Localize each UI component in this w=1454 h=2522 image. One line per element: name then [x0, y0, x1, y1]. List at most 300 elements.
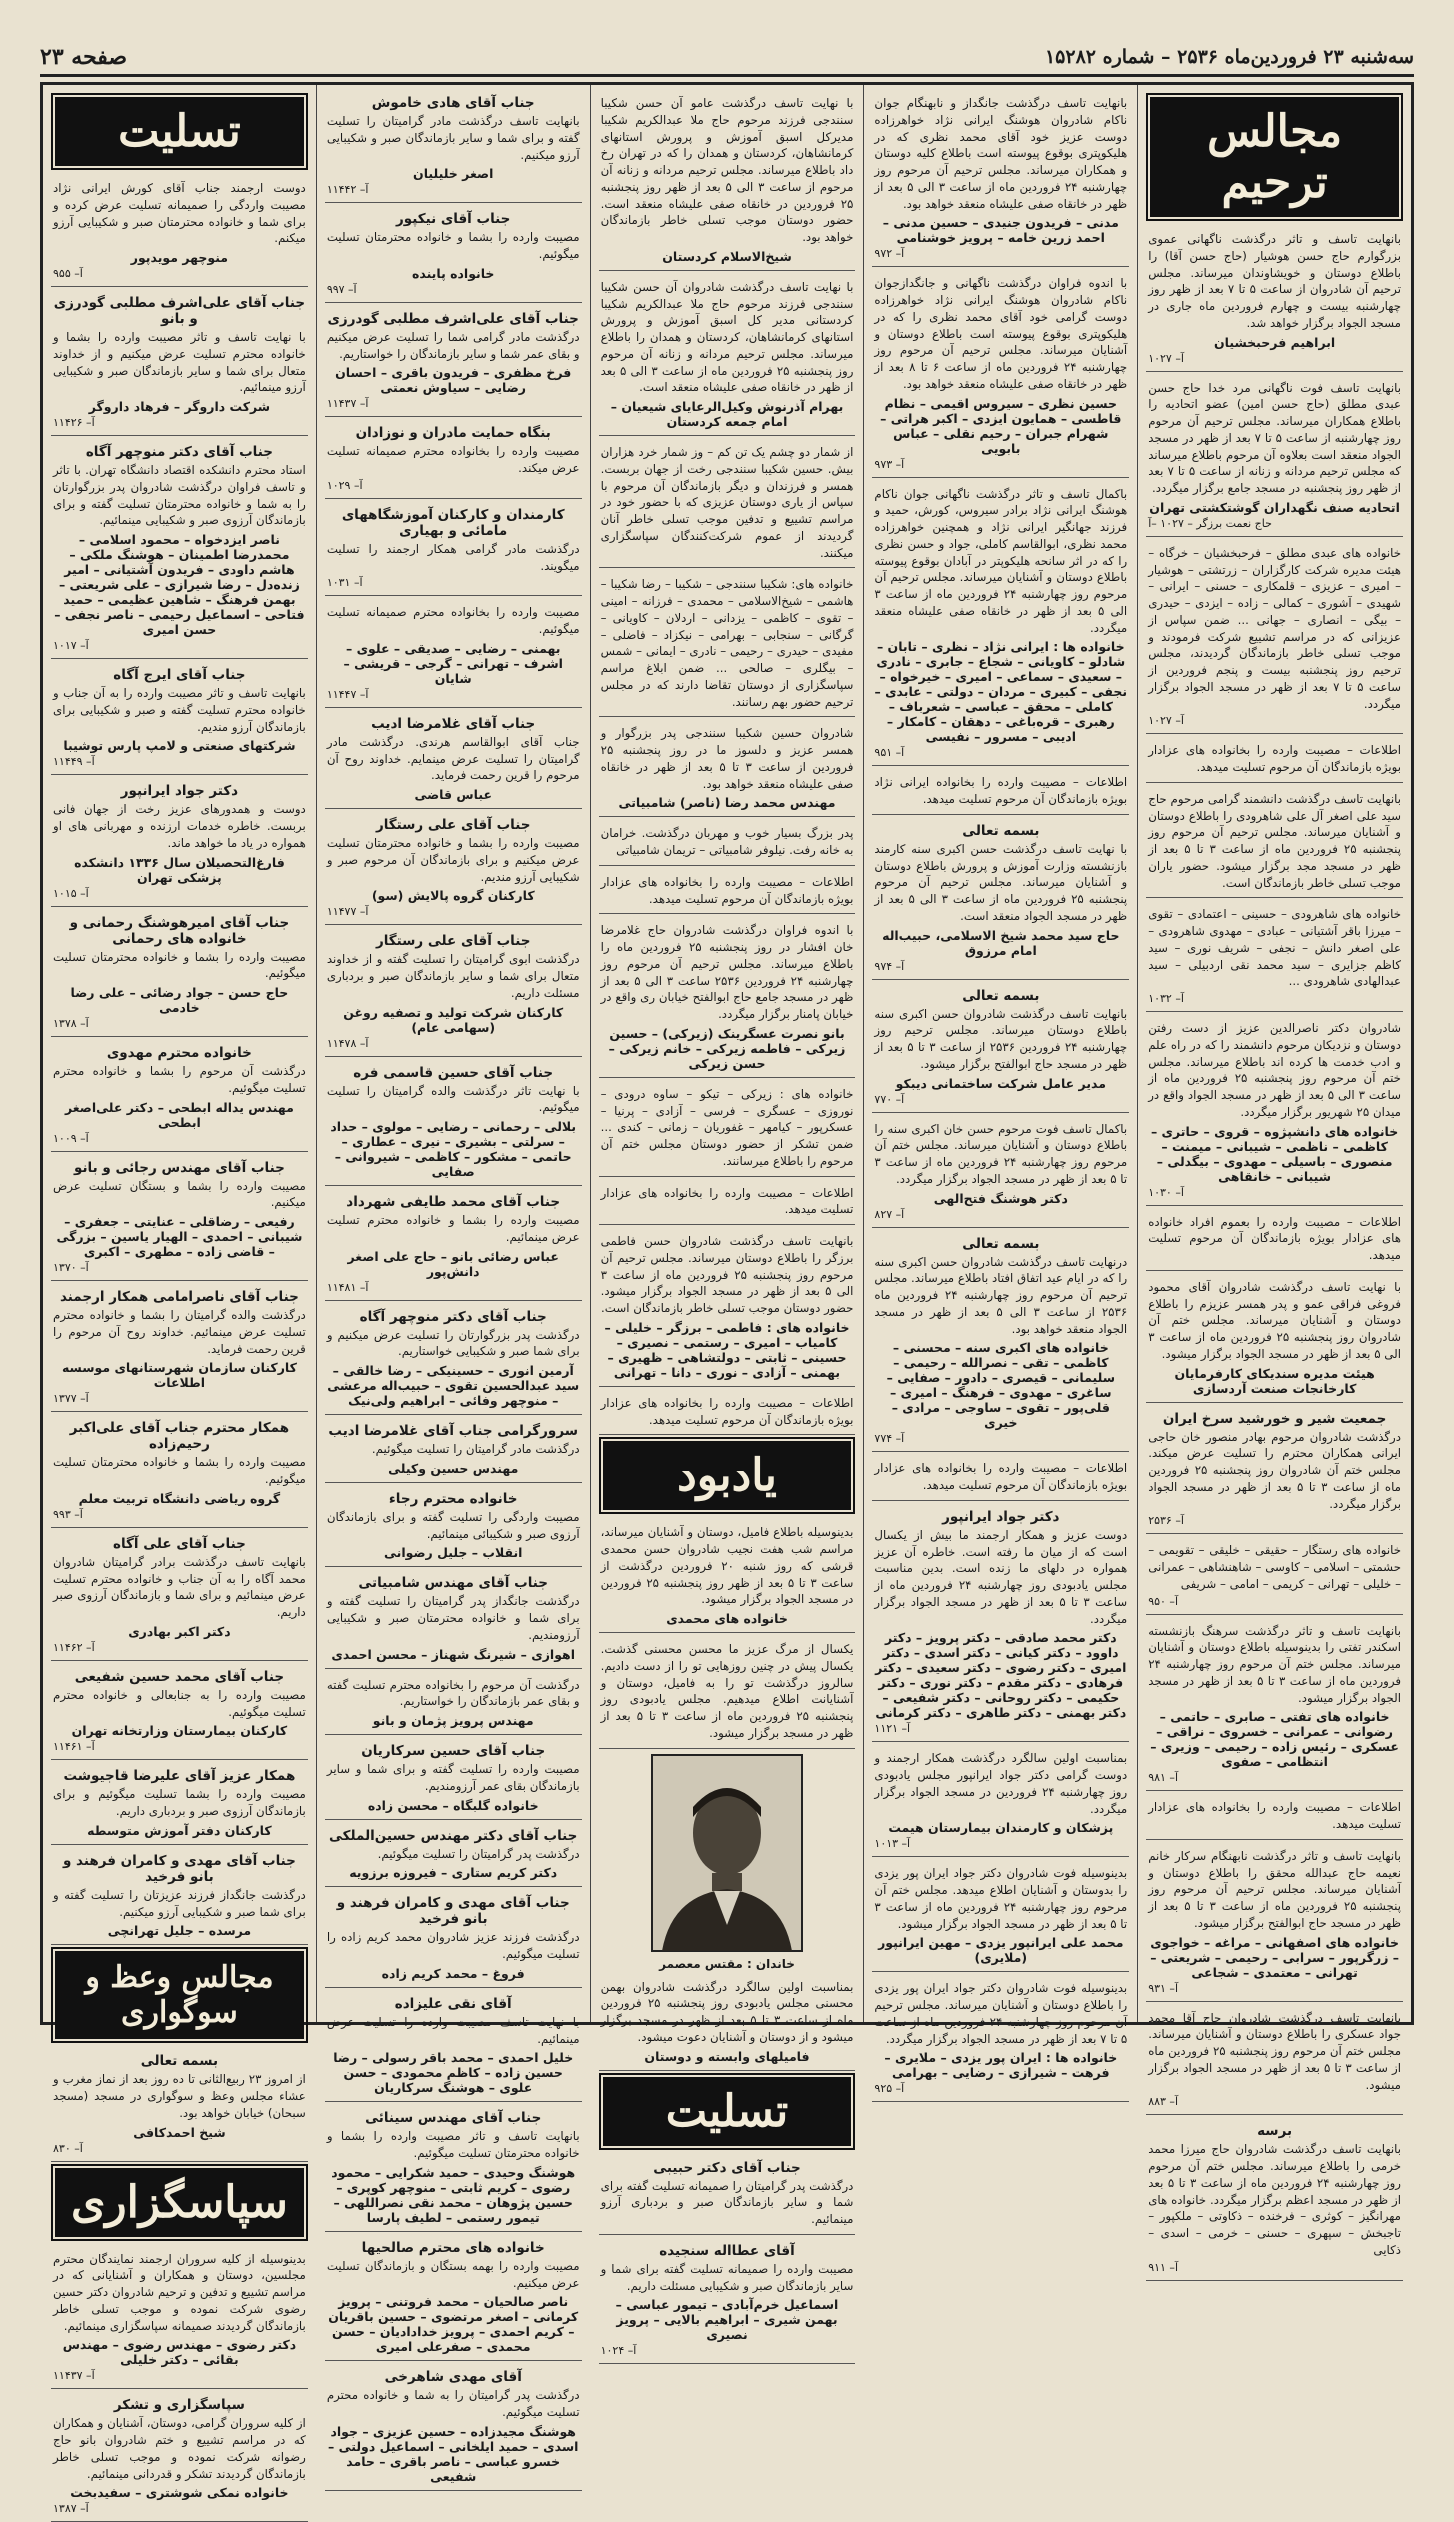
notice-signature: فروغ – محمد کریم زاده — [381, 1965, 525, 1981]
notice — [599, 440, 856, 568]
notice-code: ۷۷۰ –آ — [874, 1092, 905, 1106]
notice — [325, 1571, 582, 1668]
portrait-photo — [652, 1755, 802, 1951]
notice-signature: خانواده ها : ایران پور یزدی – ملایری – فرهت – شیرازی – رضایی – بهرامی — [884, 2050, 1118, 2081]
banner-sepasgozari: سپاسگزاری — [55, 2168, 304, 2237]
notice-code: ۹۹۳ –آ — [53, 1507, 83, 1521]
notice — [325, 421, 582, 499]
notice-signature: عباس قاضی — [414, 787, 492, 802]
notice-signature: آرمین انوری – حسینیکی – رضا خالقی – سید عبدالحسین تقوی – حبیب‌اله مرعشی – منوچهر وفائی – ابراهیم ولی‌نیک — [327, 1363, 580, 1408]
notice-body: با نهایت تاسف درگذشت حسن اکبری سنه کارمند بازنشسته وزارت آموزش و پرورش باطلاع دوستان و آشنایان میرساند. مجلس ترحیم آن مرحوم پنجشنبه ۲۵ فروردین ماه از ساعت ۳ الی ۵ بعد از ظهر در مسجد الجواد منعقد است. — [874, 841, 1128, 923]
notice-code: ۱۳۷۷ –آ — [53, 1392, 89, 1406]
notice-body: درگذشت مادر گرامیتان را تسلیت میگوئیم. — [371, 1442, 580, 1456]
notice-code: ۸۸۳ –آ — [1148, 2095, 1178, 2109]
notice — [599, 91, 856, 271]
notice-title: جناب آقای نیکپور — [396, 211, 511, 228]
notice-signature: اسماعیل خرم‌آبادی – تیمور عباسی – بهمن شیری – ابراهیم بالایی – پرویز نصیری — [615, 2297, 839, 2343]
notice-signature: خانواده های دانشپژوه – قروی – حاتری – کاظمی – ناظمی – شیبانی – میمنت – منصوری – باسیلی – مهدوی – بیگدلی – شیبانی – خانقاهی — [1150, 1123, 1399, 1184]
notice — [51, 1285, 308, 1412]
notice-signature: عباس رضائی بانو – حاج علی اصغر دانش‌پور — [347, 1248, 559, 1279]
notice-body: مصیبت وارده را بشما و بستگان تسلیت عرض میکنیم. — [53, 1178, 306, 1210]
notice — [599, 2156, 856, 2235]
notice-body: درگذشت جانگداز پدر گرامیتان را تسلیت گفته و برای شما و خانواده محترمتان صبر و شکیبایی آرزومندیم. — [326, 1594, 580, 1642]
notice — [1146, 227, 1403, 372]
notice-body: باکمال تاسف فوت مرحوم حسن خان اکبری سنه را باطلاع دوستان و آشنایان میرساند. مجلس ختم آن مرحوم روز چهارشنبه ۲۴ فروردین ماه از ساعت ۳ تا ۵ بعد از ظهر در مسجد الجواد برگزار میگردد. — [874, 1121, 1128, 1186]
notice-title: جناب آقای دکتر حبیبی — [653, 2159, 801, 2176]
notice — [325, 1739, 582, 1820]
notice-body: خانواده های: شکیبا سنندجی – شکیبا – رضا شکیبا – هاشمی – شیخ‌الاسلامی – محمدی – فرزانه – امینی – تقوی – کاظمی – یزدانی – اردلان – کاویانی – گرگانی – سنجابی – بهرامی – نیکزاد – فاضلی – مفیدی – حیدری – رحیمی – نادری – ایمانی – شمس – بیگلری – صالحی ... ضمن ابلاغ مراسم سپاسگزاری از دوستان تقاضا دارند که در مجلس ترحیم حضور بهم رسانند. — [600, 577, 854, 709]
notice-title: جناب آقای دکتر مهندس حسین‌الملکی — [329, 1827, 578, 1844]
notice-signature: انقلاب – جلیل رضوانی — [383, 1545, 523, 1561]
notice-title: آقای نقی علیزاده — [394, 1995, 512, 2012]
notice-body: بدینوسیله باطلاع فامیل، دوستان و آشنایان میرساند، مراسم شب هفت نجیب شادروان حسن محمدی قرشی که روز شنبه ۲۰ فروردین درگذشت از ساعت ۳ تا ۵ بعد از ظهر روز پنجشنبه ۲۵ فروردین در مسجد الجواد برگزار میشود. — [600, 1525, 854, 1607]
notice-code: ۱۱۴۷۸ –آ — [326, 1036, 369, 1050]
notice-code: ۱۳۷۰ –آ — [53, 1261, 89, 1274]
notice — [1146, 1275, 1403, 1403]
notice-title: جناب آقای مهندس رجائی و بانو — [73, 1159, 285, 1176]
notice-code: ۹۵۵ –آ — [53, 267, 83, 280]
page-number: صفحه ۲۳ — [40, 44, 128, 70]
notice-title: جناب آقای هادی خاموش — [371, 95, 535, 111]
notice-title: بسمه تعالی — [962, 822, 1040, 839]
notice-code: ۱۱۴۴۹ –آ — [53, 755, 95, 769]
notice — [1146, 902, 1403, 1012]
notice-code: ۱۱۴۳۷ –آ — [53, 2369, 95, 2383]
notice-signature: دکتر هوشنگ فتح‌الهی — [933, 1190, 1068, 1206]
notice-body: با نهایت تاسف مصیبت وارده را تسلیت عرض مینمائیم. — [326, 2014, 580, 2046]
notice — [599, 1082, 856, 1177]
notice-body: اطلاعات – مصیبت وارده را بخانواده ایرانی نژاد بویژه بازماندگان آن مرحوم تسلیت میدهد. — [874, 775, 1128, 806]
notice-title: کارمندان و کارکنان آموزشگاههای مامائی و بهیاری — [341, 506, 565, 539]
notice-body: اطلاعات – مصیبت وارده را بخانواده های عزادار بویژه بازماندگان آن مرحوم تسلیت میدهد. — [874, 1461, 1128, 1492]
notice-signature: دکتر اکبر بهادری — [128, 1623, 231, 1639]
notice-signature: مدنی – فریدون جنیدی – حسین مدنی – احمد زرین خامه – پرویز خوشنامی — [882, 215, 1119, 246]
notice-code: ۱۰۲۹ –آ — [326, 478, 363, 492]
notice — [51, 440, 308, 659]
notice-body: از کلیه سروران گرامی، دوستان، آشنایان و همکاران که در مراسم تشییع و ختم شادروان بانو حاج رضوانه شرکت نموده و موجب تسلی خاطر بازماندگان گردیدند تشکر و قدردانی مینمائیم. — [53, 2416, 306, 2481]
notice-signature: کارکنان سازمان شهرستانهای موسسه اطلاعات — [61, 1360, 297, 1391]
notice-code: ۸۲۷ –آ — [874, 1207, 905, 1221]
notice-signature: ناصر ایزدخواه – محمود اسلامی – محمدرضا اطمینان – هوشنگ ملکی – هاشم داودی – فریدون آشتیانی – امیر زنده‌دل – رضا شیرازی – علی شریعتی – بهمن فرهنگ – شاهین عظیمی – حمید فتاحی – اسماعیل رحیمی – ناصر نجفی – حسن امیری — [54, 532, 305, 637]
notice-body: پدر بزرگ بسیار خوب و مهربان درگذشت. خرامان به خانه رفت. نیلوفر شامبیاتی – تریمان شامبیاتی — [600, 826, 854, 857]
notice-signature: مهندس حسین وکیلی — [388, 1460, 519, 1476]
notice — [1146, 738, 1403, 783]
notice-code: ۱۱۴۸۱ –آ — [326, 1280, 369, 1294]
notice-title: برسه — [1257, 2123, 1293, 2140]
notice — [325, 2236, 582, 2362]
notice-body: با نهایت تاسف و تاثر مصیبت وارده را بشما و خانواده محترم تسلیت عرض میکنیم و از خداوند متعال برای شما و سایر بازماندگان صبر و شکیبایی آرزو مینمائیم. — [53, 330, 306, 395]
notice-body: درگذشت پدر گرامیتان را به شما و خانواده محترم تسلیت میگوئیم. — [326, 2388, 580, 2419]
notice — [51, 663, 308, 775]
notice — [599, 1520, 856, 1633]
notice — [599, 1181, 856, 1226]
notice-body: مصیبت وارده را بخانواده محترم صمیمانه تسلیت میگوئیم. — [326, 605, 580, 636]
notice-code: ۱۱۴۴۲ –آ — [326, 183, 369, 197]
notice-code: ۸۳۰ –آ — [53, 2141, 83, 2155]
notice-body: مصیبت وارده را بشما و خانواده محترمتان تسلیت میگوئیم. — [326, 230, 580, 261]
notice-signature: هیئت مدیره سندیکای کارفرمایان کارخانجات صنعت آردسازی — [1174, 1365, 1375, 1396]
notice-body: باکمال تاسف و تاثر درگذشت ناگهانی جوان ناکام هوشنگ ایرانی نژاد برادر سیروس، کورش، حمید و فرزند جهانگیر ایرانی نژاد و همچنین خواهرزاده محمد نظری، ابوالقاسم کاملی، جواد و حسن نظری را که در اثر سانحه هلیکوپتر در آبادان بوقوع پیوسته باطلاع دوستان و آشنایان میرساند. مجلس ترحیم آن مرحوم روز چهارشنبه ۲۴ فروردین ماه از ساعت ۳ الی ۵ بعد از ظهر در خانقاه صفی علیشاه منعقد میگردد. — [874, 486, 1128, 635]
notice-signature: فرخ مظفری – فریدون باقری – احسان رضایی – سیاوش نعمتی — [335, 365, 572, 396]
notice — [1146, 541, 1403, 735]
notice-title: خانواده محترم مهدوی — [106, 1045, 252, 1061]
notice-body: با نهایت تاسف درگذشت شادروان آقای محمود فروغی فراقی عمو و پدر همسر عزیزم را باطلاع دوستان و آشنایان میرساند. مجلس ختم آن شادروان روز پنجشنبه ۲۵ فروردین ماه از ساعت ۳ الی ۵ بعد از ظهر در مسجد الجواد برگزار میشود. — [1148, 1279, 1401, 1361]
notice-body: مصیبت وارده را بشما تسلیت میگوئیم و برای بازماندگان آرزوی صبر و بردباری داریم. — [53, 1787, 306, 1818]
notice-code: ۹۱۱ –آ — [1148, 2260, 1178, 2274]
notice-signature: مهندس یداله ابطحی – دکتر علی‌اصغر ابطحی — [64, 1099, 294, 1130]
banner-majales-tarhim: مجالس ترحیم — [1150, 97, 1399, 217]
notice-body: دوست عزیز و همکار ارجمند ما بیش از یکسال است که از میان ما رفته است. خاطره آن عزیز همواره در دلهای ما زنده است. بدین مناسبت مجلس یادبودی روز چهارشنبه ۲۴ فروردین ماه از ساعت ۳ تا ۵ بعد از ظهر در مسجد الجواد برگزار میگردد. — [874, 1527, 1128, 1626]
notice-body: خانواده های رستگار – حقیقی – خلیقی – تقویمی – حشمتی – اسلامی – کاوسی – شاهنشاهی – عمرانی – خلیلی – تهرانی – کریمی – امامی – شریفی — [1148, 1543, 1401, 1591]
notice-code: ۷۷۴ –آ — [874, 1432, 905, 1446]
notice-code: ۱۰۱۳ –آ — [874, 1837, 911, 1851]
notice-body: از شمار دو چشم یک تن کم – وز شمار خرد هزاران بیش. حسین شکیبا سنندجی رخت از جهان بربست. همسر و فرزندان و دیگر بازماندگان آن مرحوم با سپاس از یاری دوستان عزیزی که با حضور خود در مراسم تشییع و تدفین موجب تسلی خاطر آنان گردیدند از عموم شرکت‌کنندگان سپاسگزاری میکنند. — [600, 445, 854, 560]
page-header — [40, 40, 1414, 77]
notice-signature: منوچهر مویدپور — [130, 250, 229, 265]
notice-body: مصیبت واردگی را تسلیت گفته و برای بازماندگان آرزوی صبر و شکیبائی مینمائیم. — [326, 1509, 580, 1541]
notice-signature: فامیلهای وابسته و دوستان — [644, 2048, 810, 2064]
notice-title: جناب آقای علی رستگار — [375, 933, 531, 950]
notice-signature: خانواده های تفتی – صابری – حاتمی – رضوانی – عمرانی – خسروی – نراقی – عسکری – رئیس زاده – رحیمی – وزیری – انتظامی – صفوی — [1150, 1709, 1399, 1770]
notice-code: ۱۱۴۶۲ –آ — [53, 1640, 95, 1654]
notice — [872, 1117, 1129, 1228]
notice — [599, 1637, 856, 1749]
notice-code: ۱۳۸۷ –آ — [53, 2502, 89, 2516]
notice-code: ۱۰۱۵ –آ — [53, 886, 89, 900]
notice-signature: بهرام آذرنوش وکیل‌الرعایای شیعیان – امام جمعه کردستان — [610, 399, 844, 429]
notice-code: ۱۰۳۱ –آ — [326, 576, 363, 590]
notice — [51, 291, 308, 436]
notice-body: بانهایت تاسف درگذشت دانشمند گرامی مرحوم حاج سید علی اصغر آل علی شاهرودی را باطلاع دوستان و آشنایان میرساند. مجلس ترحیم آن مرحوم روز پنجشنبه ۲۵ فروردین ماه از ساعت ۳ تا ۵ بعد از ظهر در مسجد مجد برگزار میشود. حضور یاران موجب تسلی خاطر بازماندگان است. — [1148, 791, 1401, 890]
notice — [1146, 2006, 1403, 2116]
notice-signature: محمد علی ایرانپور یزدی – مهین ایرانپور (ملایری) — [878, 1935, 1124, 1966]
notice-signature: رفیعی – رضاقلی – عنایتی – جعفری – شیبانی – احمدی – الهیار یاسین – بزرگی – قاضی زاده – مطهری – اکبری — [56, 1214, 303, 1259]
notice-signature: خانواده های محمدی — [666, 1611, 788, 1626]
notice-signature: کارکنان شرکت تولید و تصفیه روغن (سهامی عام) — [343, 1004, 564, 1035]
notice — [325, 813, 582, 925]
notice — [1146, 1795, 1403, 1840]
notice — [325, 1891, 582, 1988]
notice-title: جناب آقای ایرج آگاه — [113, 667, 246, 683]
notice-title: جناب آقای مهدی و کامران فرهند و بانو فرخید — [62, 1852, 296, 1885]
notice-title: جناب آقای حسین قاسمی فره — [353, 1064, 554, 1081]
notice-body: دوست و همدورهای عزیز رخت از جهان فانی بربست. خاطره خدمات ارزنده و مهربانی های او همواره در یاد ما خواهد ماند. — [53, 802, 306, 850]
notice — [51, 1041, 308, 1152]
notice-title: جناب آقای علی‌اشرف مطلبی گودرزی — [327, 310, 579, 327]
notice-title: بسمه تعالی — [962, 1235, 1040, 1252]
notice — [325, 1061, 582, 1187]
notice-title: بنگاه حمایت مادران و نوزادان — [355, 425, 551, 442]
notice-code: ۹۵۰ –آ — [1148, 1594, 1178, 1608]
notice-title: سپاسگزاری و تشکر — [113, 2397, 245, 2414]
notice — [51, 911, 308, 1038]
notice — [51, 1416, 308, 1528]
notice — [1146, 376, 1403, 537]
notice-code: ۱۰۳۰ –آ — [1148, 1185, 1184, 1199]
notice-body: اطلاعات – مصیبت وارده را بعموم افراد خانواده های عزادار بویژه بازماندگان آن مرحوم تسلیت میدهد. — [1148, 1214, 1401, 1262]
notice-signature: خانواده نمکی شوشتری – سفیدبخت — [70, 2485, 289, 2501]
banner-tasliyat: تسلیت — [55, 97, 304, 166]
notice-body: بانهایت تاسف و تاثر درگذشت نابهنگام سرکار خانم نعیمه حاج عبدالله محقق را باطلاع دوستان و آشنایان میرساند. مجلس ترحیم آن مرحوم روز پنجشنبه ۲۵ فروردین ماه از ساعت ۳ تا ۵ بعد از ظهر در مسجد حاج ابوالفتح برگزار میشود. — [1148, 1848, 1401, 1930]
notice-code: ۱۰۳۲ –آ — [1148, 992, 1184, 1005]
notice — [51, 1665, 308, 1761]
notice-body: با اندوه فراوان درگذشت شادروان حاج غلامرضا خان افشار در روز پنجشنبه ۲۵ فروردین ماه را باطلاع میرساند. مجلس ترحیم آن مرحوم روز چهارشنبه ۲۴ فروردین ۲۵۳۶ ساعت ۳ الی ۵ بعد از ظهر در مسجد جامع حاج ابوالفتح خیابان ری واقع در خیابان پامنار برگزار میگردد. — [600, 923, 854, 1021]
notice-signature: دکتر کریم ستاری – فیروزه برزویه — [349, 1865, 558, 1881]
notice-title: آقای عطااله سنجیده — [659, 2242, 795, 2259]
notice-code: ۱۰۲۷ –آ — [1148, 714, 1184, 728]
notice-code: ۹۷۲ –آ — [874, 247, 905, 261]
notice-title: جناب آقای محمد حسین شفیعی — [74, 1668, 285, 1685]
notice — [599, 1391, 856, 1436]
notice-signature: کارکنان بیمارستان وزارتخانه تهران — [71, 1723, 288, 1739]
notice-body: بدینوسیله فوت شادروان دکتر جواد ایران پور یزدی را بدوستان و آشنایان اطلاع میدهد. مجلس ختم آن مرحوم روز چهارشنبه ۲۴ فروردین ماه از ساعت ۳ تا ۵ بعد از ظهر در مسجد الجواد برگزار میشود. — [874, 1866, 1128, 1931]
notice-title: همکار محترم جناب آقای علی‌اکبر رحیم‌زاده — [69, 1420, 290, 1453]
notice-signature: هوشنگ مجیدزاده – حسین عزیزی – جواد اسدی – حمید ایلخانی – اسماعیل دولتی – خسرو عباسی – ناصر باقری – حامد شفیعی — [328, 2423, 579, 2484]
column-1 — [1137, 85, 1411, 2274]
notice-body: درگذشت آن مرحوم را بشما و خانواده محترم تسلیت میگوئیم. — [53, 1064, 306, 1095]
notice-signature: خانواده های اصفهانی – مراغه – خواجوی – زرگرپور – سرابی – رحیمی – شریعتی – تهرانی – معتمدی – شجاعی — [1150, 1934, 1400, 1980]
notice-signature: حاج سید محمد شیخ الاسلامی، حبیب‌اله امام مرزوق — [882, 927, 1120, 958]
notice-body: درگذشت پدر گرامیتان را صمیمانه تسلیت گفته برای شما و سایر بازماندگان صبر و بردباری آرزو مینمائیم. — [600, 2178, 854, 2226]
notice-signature: حسین نظری – سیروس اقیمی – نظام قاطسی – همایون ایزدی – اکبر هراتی – شهرام جبران – رحیم نقلی – عباس بابویی — [880, 395, 1122, 456]
issue-date-line: سه‌شنبه ۲۳ فروردین‌ماه ۲۵۳۶ – شماره ۱۵۲۸۲ — [1044, 46, 1414, 68]
notice-body: بانهایت تاسف درگذشت برادر گرامیتان شادروان محمد آگاه را به آن جناب و خانواده محترم تسلیت عرض مینمائیم و برای شما و بازماندگان آرزوی صبر داریم. — [53, 1554, 306, 1619]
notice-signature: بهمنی – رضایی – صدیقی – علوی – اشرف – تهرانی – گرجی – قریشی – شایان — [343, 640, 563, 686]
notice-body: خانواده های عبدی مطلق – فرحبخشیان – خرگاه – هیئت مدیره شرکت کارگزاران – زرتشتی – هوشیار – امیری – عزیزی – قلمکاری – حسنی – ایرانی – شهیدی – آشوری – کمالی – زاده – ایزدی – حیدری – بیگی – انصاری – جهانی ... ضمن سپاس از عزیزانی که در مراسم تشییع شرکت فرمودند و موجب تسلی خاطر بازماندگان گردیدند، مجلس ترحیم روز پنجشنبه بیست و پنجم فروردین از ساعت ۵ تا ۷ بعد از ظهر در مسجد الجواد برگزار میگردد. — [1148, 545, 1401, 711]
notice — [51, 1156, 308, 1282]
notice — [325, 1673, 582, 1736]
notice — [872, 91, 1129, 267]
notice-body: با نهایت تاسف درگذشت عامو آن حسن شکیبا سنندجی فرزند مرحوم حاج ملا عبدالکریم شکیبا مدیرکل اسبق آموزش و پرورش استانهای کرمانشاهان، کردستان و همدان را که در تهران رخ داد باطلاع میرساند. مجلس ترحیم مردانه و زنانه آن مرحوم از ساعت ۳ الی ۵ بعد از ظهر روز پنجشنبه ۲۵ فروردین در خانقاه صفی علیشاه منعقد است. حضور دوستان موجب تسلی خاطر بازماندگان خواهد بود. — [600, 96, 854, 244]
notice-code: ۱۱۴۲۶ –آ — [53, 416, 95, 429]
notice — [325, 1824, 582, 1888]
notice-body: خانواده های شاهرودی – حسینی – اعتمادی – تقوی – میرزا باقر آشتیانی – عبادی – مهدوی شاهرودی – علی اصغر دانش – نجفی – شریف نوری – سید کاظم جزایری – سید محمد نقی اردبیلی – سید عبدالهادی شاهرودی ... — [1148, 907, 1401, 989]
notice-body: بانهایت تاسف درگذشت جانگداز و نابهنگام جوان ناکام شادروان هوشنگ ایرانی نژاد خواهرزاده دوست عزیز خود آقای محمد نظری که در هلیکوپتری بوقوع پیوسته است باطلاع کلیه دوستان و همکاران میرساند. مجلس ترحیم آن مرحوم روز چهارشنبه ۲۴ فروردین ماه از ساعت ۳ الی ۵ بعد از ظهر در خانقاه صفی علیشاه منعقد خواهد بود. — [874, 96, 1128, 211]
notice-signature: پزشکان و کارمندان بیمارستان هیمت — [888, 1820, 1114, 1836]
notice — [1146, 1210, 1403, 1271]
notice-body: مصیبت وارده را بخانواده محترم صمیمانه تسلیت عرض میکند. — [326, 444, 580, 475]
notice-body: درگذشت مادر گرامی شما را تسلیت عرض میکنیم و بقای عمر شما و سایر بازماندگان را خواستاریم. — [326, 329, 580, 361]
notice-code: ۲۵۳۶ –آ — [1148, 1514, 1184, 1528]
notice — [599, 2239, 856, 2365]
notice-signature: بانو نصرت عسگرینک (زیرکی) – حسین زیرکی – فاطمه زیرکی – خانم زیرکی – حسن زیرکی — [608, 1025, 846, 1071]
notice-code: ۱۰۲۴ –آ — [600, 2344, 637, 2358]
notice-body: خانواده های : زیرکی – تیکو – ساوه درودی – نوروزی – عسگری – فرسی – آزادی – پرنیا – عسکرپور – کیامهر – غفوریان – زمانی – کندی ... ضمن تشکر از حضور دوستان مجلس ختم آن مرحوم را باطلاع میرسانند. — [600, 1086, 854, 1168]
notice-body: بانهایت تاسف و تاثر درگذشت ناگهانی عموی بزرگوارم حاج حسن هوشیار (حاج حسن آقا) را باطلاع دوستان و خویشاوندان میرساند. مجلس ترحیم آن شادروان از ساعت ۵ تا ۷ بعد از ظهر روز چهارشنبه بیست و چهارم فروردین ماه جاری در مسجد الجواد برگزار خواهد شد. — [1148, 232, 1401, 330]
notice-body: بانهایت تاسف درگذشت مادر گرامیتان را تسلیت گفته و برای شما و سایر بازماندگان صبر و شکیبایی آرزو میکنیم. — [326, 114, 580, 162]
notice-body: اطلاعات – مصیبت وارده را بخانواده های عزادار تسلیت میدهد. — [1148, 1800, 1401, 1831]
notice — [872, 819, 1129, 980]
notice-body: بدینوسیله از کلیه سروران ارجمند نمایندگان محترم مجلسین، دوستان و همکاران و آشنایانی که در مراسم تشییع و تدفین و ترحیم شادروان دکتر حسین رضوی شرکت نموده و موجب تسلی خاطر بازماندگان گردیدند صمیمانه سپاسگزاری مینمائیم. — [53, 2251, 306, 2333]
notice — [325, 2365, 582, 2491]
notice-title: جمعیت شیر و خورشید سرخ ایران — [1162, 1410, 1387, 1427]
notice-body: شادروان دکتر ناصرالدین عزیز از دست رفتن دوستان و نزدیکان مرحوم دانشمند را که در راه علم و ادب خدمت ها کرده اند باطلاع میرساند. مجلس ختم آن مرحوم روز پنجشنبه ۲۵ فروردین ماه از ساعت ۳ الی ۵ بعد از ظهر در مسجد الجواد واقع در میدان ۲۵ شهریور برگزار میگردد. — [1148, 1021, 1402, 1119]
notice-signature: خلیل احمدی – محمد باقر رسولی – رضا حسین زاده – کاظم محمودی – حسن علوی – هوشنگ سرکاریان — [333, 2050, 574, 2096]
notice — [325, 1419, 582, 1483]
notice — [325, 929, 582, 1056]
banner-tasliyat-2: تسلیت — [603, 2077, 852, 2146]
notice-body: مصیبت وارده را به جنابعالی و خانواده محترم تسلیت میگوئیم. — [53, 1687, 306, 1719]
notice-code: حاج نعمت برزگر – ۱۰۲۷ –آ — [1148, 516, 1272, 530]
notice — [872, 1456, 1129, 1501]
notice — [872, 1746, 1129, 1857]
notice — [325, 2106, 582, 2232]
notice-title: جناب آقای غلامرضا ادیب — [371, 715, 536, 732]
notice-body: مصیبت وارده را بهمه بستگان و بازماندگان تسلیت عرض میکنیم. — [326, 2258, 580, 2290]
notice — [599, 572, 856, 717]
notice-body: مصیبت وارده را تسلیت گفته و برای شما و سایر بازماندگان بقای عمر آرزومندیم. — [326, 1762, 580, 1793]
notice-signature: مدیر عامل شرکت ساختمانی دیبکو — [895, 1075, 1106, 1091]
notice — [1146, 1538, 1403, 1614]
notice — [599, 821, 856, 866]
notice-signature: خانواده های اکبری سنه – محسنی – کاظمی – تقی – نصرالله – رحیمی – سلیمانی – قیصری – دادور – صفایی – ساغری – مهدوی – فرهنگ – امیری – قلی‌پور – تقوی – ساوجی – مرادی – خیری — [886, 1340, 1115, 1431]
notice-title: سرورگرامی جناب آقای غلامرضا ادیب — [328, 1423, 578, 1439]
notice-signature: اهوازی – شیرنگ شهناز – محسن احمدی — [331, 1646, 576, 1662]
column-2 — [863, 85, 1137, 2096]
notice — [872, 984, 1129, 1113]
notice-code: ۱۰۱۷ –آ — [53, 639, 89, 652]
notice — [325, 91, 582, 203]
notice-title: بسمه تعالی — [962, 987, 1040, 1004]
notice-code: ۱۱۴۷۷ –آ — [326, 905, 369, 919]
notice-body: بانهایت تاسف فوت ناگهانی مرد خدا حاج حسن عبدی مطلق (حاج حسن امین) عضو اتحادیه را باطلاع همکاران میرساند. مجلس ترحیم آن مرحوم روز چهارشنبه از ساعت ۵ تا ۷ بعد از ظهر در مسجد الجواد منعقد است بعلاوه آن مرحوم باطلاع میرساند که مجلس ترحیم مردانه و زنانه از ساعت ۵ تا ۷ بعد از ظهر روز پنجشنبه در مسجد جامع برگزار میگردد. — [1148, 380, 1401, 495]
notice — [51, 1849, 308, 1946]
notice-body: مصیبت وارده را بشما و خانواده محترم تسلیت عرض مینمائیم. — [326, 1213, 580, 1244]
notice-title: جناب آقای محمد طایفی شهرداد — [346, 1194, 561, 1210]
notice-body: بانهایت تاسف درگذشت شادروان حاج میرزا محمد خرمی را باطلاع میرساند. مجلس ختم آن مرحوم روز چهارشنبه ۲۴ فروردین ماه از ساعت ۳ تا ۵ بعد از ظهر در مسجد اعظم برگزار میگردد. خانواده های مهرانگیز – کوثری – فرخنده – ذکاوتی – ملکپور – تاجبخش – سپهری – حسنی – خرمی – اسدی – ذکایی — [1148, 2142, 1401, 2257]
notice-title: دکتر جواد ایرانپور — [120, 783, 239, 800]
notice — [325, 503, 582, 597]
notice-body: بدینوسیله فوت شادروان دکتر جواد ایران پور یزدی را باطلاع دوستان و آشنایان میرساند. مجلس ترحیم آن مرحوم روز چهارشنبه ۲۴ فروردین ماه از ساعت ۵ تا ۷ بعد از ظهر در مسجد الجواد برگزار میگردد. — [874, 1981, 1128, 2046]
notice — [51, 1764, 308, 1845]
column-5 — [43, 85, 316, 2516]
notice-body: مصیبت وارده را صمیمانه تسلیت گفته برای شما و سایر بازماندگان صبر و شکیبایی مسئلت داریم. — [600, 2261, 854, 2293]
notice-code: ۱۱۲۱ –آ — [874, 1722, 911, 1736]
notice — [1146, 2119, 1403, 2280]
notice — [325, 1992, 582, 2103]
notice-signature: هوشنگ وحیدی – حمید شکرایی – محمود رضوی – کریم ثابتی – منوچهر کوپری – حسین پژوهان – محمد نقی نصراللهی – تیمور رستمی – لطیف پارسا — [331, 2164, 576, 2225]
notice-title: جناب آقای مهندس شامبیاتی — [358, 1575, 549, 1592]
notice-body: اطلاعات – مصیبت وارده را بخانواده های عزادار تسلیت میدهد. — [600, 1185, 854, 1217]
notice-signature: خانواده پاینده — [411, 265, 495, 281]
notice-code: ۱۱۴۳۷ –آ — [326, 397, 369, 411]
notice-title: جناب آقای دکتر منوچهر آگاه — [359, 1308, 547, 1325]
notice — [599, 275, 856, 436]
notice-code: ۱۰۲۷ –آ — [1148, 351, 1184, 365]
notice-signature: کارکنان دفتر آموزش متوسطه — [87, 1822, 272, 1838]
notice-title: جناب آقای مهندس سینائی — [365, 2110, 542, 2127]
notice-body: درگذشت والده گرامیتان را بشما و خانواده محترم تسلیت عرض مینمائیم. خداوند روح آن مرحوم را قرین رحمت فرماید. — [53, 1308, 306, 1356]
notice-signature: اتحادیه صنف نگهداران گوشتکشتی تهران — [1149, 499, 1400, 515]
notice-title: جناب آقای امیرهوشنگ رحمانی و خانواده های رحمانی — [69, 914, 290, 947]
notice-title: جناب آقای حسین سرکاریان — [361, 1743, 546, 1759]
notice-body: بانهایت تاسف درگذشت شادروان حسن فاطمی برزگر را باطلاع دوستان میرساند. مجلس ترحیم آن مرحوم روز پنجشنبه ۲۵ فروردین ماه از ساعت ۳ الی ۵ بعد از ظهر در مسجد الجواد برگزار میشود. حضور دوستان موجب تسلی خاطر بازماندگان است. — [600, 1234, 854, 1315]
banner-majales-vaz: مجالس وعظ و سوگواری — [55, 1951, 304, 2039]
notice-body: بانهایت تاسف و تاثر مصیبت وارده را بشما و خانواده محترمتان تسلیت میگوئیم. — [326, 2129, 580, 2160]
notice-body: درگذشت پدر بزرگوارتان را تسلیت عرض میکنیم و برای شما صبر و شکیبایی خواستاریم. — [326, 1327, 580, 1359]
notice-signature: مهندس پرویز پژمان و بانو — [372, 1713, 534, 1728]
notice-body: اطلاعات – مصیبت وارده را بخانواده های عزادار بویژه بازماندگان آن مرحوم تسلیت میدهد. — [1148, 743, 1401, 774]
notice-title: جناب آقای علی رستگار — [375, 817, 531, 833]
notice-code: ۹۲۵ –آ — [874, 2082, 905, 2096]
notice-body: دوست ارجمند جناب آقای کورش ایرانی نژاد مصیبت واردگی را صمیمانه تسلیت عرض کرده و برای شما و خانواده محترمتان صبر و شکیبایی آرزو میکنم. — [53, 181, 306, 246]
notice — [599, 721, 856, 817]
column-3 — [590, 85, 864, 2358]
notice-signature: خانواده ها : ایرانی نژاد – نظری – تابان – شادلو – کاویانی – شجاع – جابری – نادری – سعیدی – سماعی – امیری – خیرخواه – نجفی – کبیری – مردان – دولتی – عابدی – کاملی – محقق – عباسی – شعرباف – رهبری – قره‌باغی – دهقان – کامکار – ادیبی – مسرور – نفیسی — [874, 639, 1128, 745]
notice-title: جناب آقای علی‌اشرف مطلبی گودرزی و بانو — [53, 295, 306, 327]
notice-signature: اصغر خلیلیان — [413, 166, 494, 182]
notice-code: ۹۹۷ –آ — [326, 282, 357, 296]
notice-title: جناب آقای ناصرامامی همکار ارجمند — [60, 1289, 299, 1305]
notice-code: ۹۷۳ –آ — [874, 457, 905, 471]
photo-caption: خاندان : مقتس معصمر — [659, 1956, 795, 1971]
notice-body: درگذشت آن مرحوم را بخانواده محترم تسلیت گفته و بقای عمر بازماندگان را خواستاریم. — [326, 1677, 580, 1709]
notice-body: با نهایت تاثر درگذشت والده گرامیتان را تسلیت میگوئیم. — [326, 1083, 580, 1115]
notice — [325, 207, 582, 303]
notice — [1146, 787, 1403, 899]
notice — [872, 1976, 1129, 2102]
notice-body: بمناسبت اولین سالگرد درگذشت شادروان بهمن محسنی مجلس یادبودی روز پنجشنبه ۲۵ فروردین ماه از ساعت ۳ تا ۵ بعد از ظهر در مسجد برگزار میشود و از دوستان و آشنایان دعوت میشود. — [600, 1979, 854, 2044]
notice-body: یکسال از مرگ عزیز ما محسن محسنی گذشت. یکسال پیش در چنین روزهایی تو را از دست دادیم. سالروز درگذشت تو را به فامیل، دوستان و آشنایانت اطلاع میدهیم. مجلس یادبودی روز پنجشنبه ۲۵ فروردین ماه از ساعت ۳ تا ۵ بعد از ظهر در مسجد برگزار میشود. — [600, 1642, 854, 1740]
notice — [51, 779, 308, 906]
notice-signature: فارغ‌التحصیلان سال ۱۳۳۶ دانشکده پزشکی تهران — [74, 854, 285, 885]
notice-title: همکار عزیز آقای علیرضا قاجیوشت — [63, 1768, 296, 1785]
notice-title: جناب آقای علی آگاه — [113, 1535, 246, 1552]
notice — [872, 482, 1129, 767]
notice — [51, 2049, 308, 2161]
notice — [1146, 1016, 1403, 1206]
notice-body: مصیبت وارده را بشما و خانواده محترمتان تسلیت میگوئیم. — [53, 949, 306, 981]
notice — [51, 176, 308, 287]
notice-body: درگذشت ابوی گرامیتان را تسلیت گفته و از خداوند متعال برای شما و سایر بازماندگان صبر و بردباری مسئلت داریم. — [326, 952, 580, 1000]
notice-body: درگذشت جانگداز فرزند عزیزتان را تسلیت گفته و برای شما صبر و شکیبایی آرزو میکنیم. — [53, 1887, 306, 1919]
notice — [1146, 1407, 1403, 1535]
notice — [872, 1861, 1129, 1972]
banner-yadbud: یادبود — [603, 1441, 852, 1510]
notice-signature: حاج حسن – جواد رضائی – علی رضا خادمی — [70, 985, 289, 1015]
notice-signature: دکتر رضوی – مهندس رضوی – مهندس بقائی – دکتر خلیلی — [62, 2337, 297, 2368]
notice-signature: ابراهیم فرحبخشیان — [1213, 334, 1336, 350]
notice-body: درگذشت مادر گرامی همکار ارجمند را تسلیت میگویند. — [326, 541, 580, 573]
notice-body: اطلاعات – مصیبت وارده را بخانواده های عزادار بویژه بازماندگان آن مرحوم تسلیت میدهد. — [600, 874, 854, 906]
notice — [872, 770, 1129, 815]
notice — [325, 712, 582, 809]
notice — [325, 1190, 582, 1301]
notice — [51, 2247, 308, 2390]
notice-code: ۹۵۱ –آ — [874, 746, 905, 760]
notice-title: خانواده محترم رجاء — [388, 1490, 518, 1507]
notice-body: درگذشت شادروان مرحوم بهادر منصور خان حاجی ایرانی همکاران محترم را تسلیت عرض میکند. مجلس ختم آن شادروان روز پنجشنبه ۲۵ فروردین ماه از ساعت ۳ تا ۵ بعد از ظهر در مسجد الجواد برگزار میگردد. — [1148, 1429, 1401, 1511]
notice-signature: کارکنان گروه پالایش (سو) — [371, 888, 535, 904]
notice-code: ۱۱۴۴۷ –آ — [326, 687, 369, 701]
notice — [599, 1975, 856, 2071]
notice — [599, 870, 856, 915]
notice-body: از امروز ۲۳ ربیع‌الثانی تا ده روز بعد از نماز مغرب و عشاء مجلس وعظ و سوگواری در مسجد (مسجد سبحان) خیابان خواهد بود. — [53, 2072, 306, 2120]
notice-body: بانهایت تاسف درگذشت شادروان حسن اکبری سنه باطلاع دوستان میرساند. مجلس ترحیم روز چهارشنبه ۲۴ فروردین ۲۵۳۶ از ساعت ۳ تا ۵ بعد از ظهر در مسجد حاج ابوالفتح برگزار میشود. — [874, 1006, 1128, 1071]
notice-title: بسمه تعالی — [140, 2053, 219, 2070]
notice-code: ۱۳۷۸ –آ — [53, 1017, 89, 1030]
notice-title: جناب آقای مهدی و کامران فرهند و بانو فرخید — [336, 1895, 570, 1928]
notice — [1146, 1619, 1403, 1792]
notice — [599, 918, 856, 1078]
notice-signature: ناصر صالحیان – محمد فروتنی – پرویز کرمانی – اصغر مرتضوی – حسین باقریان – کریم احمدی – پرویز خدادادیان – حسن محمدی – صفرعلی امیری — [328, 2294, 579, 2355]
notice-title: دکتر جواد ایرانپور — [942, 1508, 1060, 1525]
notice — [325, 307, 582, 418]
notice-body: درگذشت پدر گرامیتان را تسلیت میگوئیم. — [377, 1846, 580, 1861]
notice-code: ۹۳۱ –آ — [1148, 1981, 1178, 1995]
notice — [599, 1229, 856, 1387]
notice-signature: خانواده های : فاطمی – برزگر – خلیلی – کامیاب – امیری – رستمی – نصیری – حسینی – ثابتی – دولتشاهی – ظهیری – بهمنی – آزادی – نوری – دانا – تهرانی — [604, 1319, 850, 1380]
